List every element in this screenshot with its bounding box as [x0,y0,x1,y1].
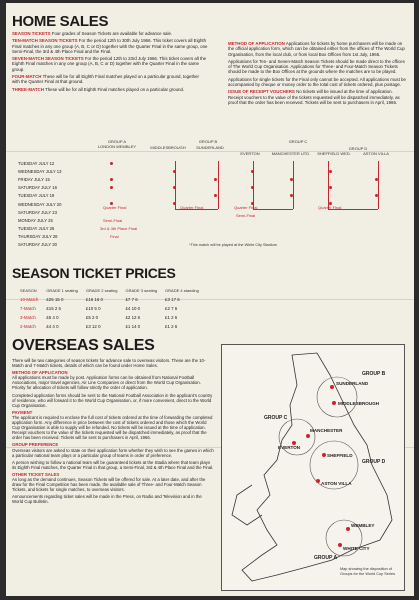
price-cell: £16 16 0 [85,297,103,302]
group-label: GROUP C [264,415,288,421]
venue-label: SHEFFIELD WED. [317,151,351,156]
price-cell: £5 2 0 [85,315,99,320]
city-marker [330,385,334,389]
paragraph-text: For the period 12th to 23rd July 1966. This ticket covers all the Eighth Final matches in any one group (A, B, C or D) together with the Quarter Final in the same group. [12,56,207,72]
price-cell: £6 4 0 [46,315,59,320]
paragraph [12,38,208,54]
table-row [16,313,203,322]
paragraph [12,87,208,92]
table-row [16,322,203,331]
price-header-row [16,286,203,295]
match-date: TUESDAY JULY 26 [18,225,55,231]
paragraph-text: No tickets will be issued at the time of application. Receipt vouchers to the value of the tickets requested will be dispatched immediately, as proof that the order has been received. Tickets will be sent to purchasers in April, 1966. [228,89,400,105]
match-date: TUESDAY JULY 19 [18,193,55,199]
paragraph-text: These will be for all Eighth Final matches played on a particular ground, together with the Quarter Final at that ground. [12,74,200,85]
column-header: SEASON [20,288,37,293]
bracket-line [253,209,293,210]
match-dot [214,178,217,181]
city-label: SHEFFIELD [327,453,353,458]
match-date: FRIDAY JULY 15 [18,177,50,183]
paragraph-text: Applications for Ten- and Seven-Match Season Tickets should be made direct to the offices of The World Cup Organisation. Applications for Three- and Four-Match Season Tickets should be made to the Box Offices at the grounds where the matches are to be played. [228,58,405,75]
subhead: FOUR-MATCH [12,74,42,80]
bracket-line [175,161,176,209]
group-header: GROUP D [348,146,368,151]
paragraph: There will be two categories of season tickets for advance sale to overseas visitors. These are the 10-Match and 7-Match tickets, details of which can be found under Home Sales. [12,358,206,369]
paragraph [12,56,208,72]
bracket-line [378,161,379,209]
match-dot [110,178,113,181]
subhead: THREE-MATCH [12,86,44,92]
wales-coast [232,485,262,525]
quarter-final-label: Quarter Final [318,205,342,210]
venue-label: MANCHESTER UTD. [271,151,311,156]
city-label: MANCHESTER [310,428,343,433]
subhead: ISSUE OF RECEIPT VOUCHERS [228,89,295,95]
quarter-final-label: Quarter Final [234,205,258,210]
city-marker [306,434,310,438]
paragraph [12,31,208,36]
city-label: SUNDERLAND [336,381,369,386]
city-marker [346,527,350,531]
row-label: 3-Match [20,315,36,320]
match-dot [110,162,113,165]
price-cell: £4 10 0 [125,306,141,311]
group-header: GROUP B [198,139,218,144]
bracket-line [218,161,219,209]
city-label: WHITE CITY [343,546,370,551]
price-cell: £10 5 0 [85,306,101,311]
paragraph [228,59,408,75]
match-date: MONDAY JULY 25 [18,217,53,223]
price-cell: £3 17 6 [165,297,180,302]
subhead: SEVEN-MATCH SEASON TICKETS [12,56,84,62]
paragraph [228,89,408,105]
match-date: SATURDAY JULY 23 [18,209,57,215]
paragraph: Announcements regarding ticket sales will be made in the Press, on Radio and Television and in the World Cup Bulletin. [12,494,202,505]
paragraph [228,77,408,88]
quarter-final-label: Quarter Final [180,205,204,210]
subhead: METHOD OF APPLICATION [12,370,68,376]
table-row [16,295,203,304]
match-dot [329,186,332,189]
semi-final-label: Semi-Final [103,218,123,223]
venue-label: SUNDERLAND [196,145,224,150]
group-label: GROUP B [362,371,386,377]
quarter-final-label: Quarter Final [103,205,127,210]
group-label: GROUP D [362,459,386,465]
subhead: METHOD OF APPLICATION [228,41,285,46]
bracket-line [328,161,329,209]
column-header: GRADE 1 seating [46,288,78,293]
price-cell: £3 12 0 [85,324,101,329]
subhead: OTHER TICKET SALES [12,471,60,477]
home-sales-right-column [228,41,408,107]
venue-label: MIDDLESBROUGH [150,145,186,150]
poster-page [6,3,414,596]
map-drawing [222,345,404,590]
paragraph: A person wishing to follow a national team will be guaranteed tickets at the Stadia where that team plays its Eighth Final matches, the Quarter Final in that group, a Semi-Final, 3rd & 4th Place Final and the Final. [12,459,214,470]
city-marker [316,479,320,483]
subhead: TEN-MATCH SEASON TICKETS [12,38,78,44]
column-header: GRADE 2 seating [85,288,118,293]
overseas-column [12,358,214,506]
city-label: WEMBLEY [351,523,375,528]
row-label: 2-Match [20,324,36,329]
match-date: SATURDAY JULY 30 [18,242,57,247]
paragraph-text: These will be for all Eighth Final matches played on a particular ground. [45,86,185,92]
group-header: GROUP A LONDON WEMBLEY [97,139,137,149]
match-date: SATURDAY JULY 16 [18,185,57,191]
match-dot [329,170,332,173]
city-label: ASTON VILLA [321,481,352,486]
paragraph-text: Applications for tickets by home purchasers will be made on the official application form, which can be obtained either from the offices of The World Cup Organisation, from the local club, or from local Box Offices from 1st July, 1965. [228,41,405,57]
paragraph: GROUP PREFERENCE Overseas visitors are asked to state on their application form whether they wish to see the games in which a particular national team plays or a particular group of teams in order of preference. [12,442,214,458]
match-date: THURSDAY JULY 28 [18,233,58,239]
overseas-sales-title: OVERSEAS SALES [12,337,155,354]
price-cell: £1 2 6 [165,324,178,329]
subhead: GROUP PREFERENCE [12,442,59,448]
price-cell: £4 4 0 [46,324,59,329]
table-row [16,304,203,313]
column-header: GRADE 3 seating [125,288,158,293]
england-map [221,344,405,591]
price-cell: £25 15 0 [46,297,64,302]
paragraph: Completed application forms should be sent to the National Football Association in the applicant's country of residence, who will forward it to the World Cup Organisation, or, if more convenient, direct to the World Cup Organisation. [12,392,213,408]
city-marker [332,401,336,405]
home-sales-left-column [12,31,208,94]
column-header: GRADE 4 standing [165,288,199,293]
group-header: GROUP C [288,139,308,144]
row-label: 7-Match [20,306,36,311]
city-marker [338,543,342,547]
schedule-footnote: *This match will be played at the White City Stadium [189,243,277,247]
match-date: TUESDAY JULY 12 [18,161,55,166]
paragraph-text: For the period 12th to 30th July 1966. This ticket covers all Eighth Final matches in any one group (A, B, C or D) together with the Quarter Final in the same group, one Semi-Final, the 3rd & 4th Place Final and the Final. [12,38,208,54]
bracket-line [293,161,294,209]
price-cell: £1 2 6 [165,315,178,320]
bracket-line [175,209,218,210]
venue-label: ASTON VILLA [363,151,389,156]
semi-final-label: Semi-Final [236,213,256,218]
match-date: WEDNESDAY JULY 13 [18,169,62,175]
paragraph-text: Four grades of Season Tickets are available for advance sale. [51,31,173,36]
paragraph: METHOD OF APPLICATION All applications must be made by post. Application forms can be obtained from National Football Associations, major travel agencies, Air Line Companies or direct from the World Cup Organisation. Priority for allocation of tickets will follow strictly the order of application. [12,370,214,390]
paragraph-text: Applications for single tickets for the Final only cannot be accepted. All applications must be accompanied by cheque or money order to the total cost of tickets ordered, plus postage. [228,76,406,88]
third-place-label: 3rd & 4th Place Final [100,226,138,231]
price-cell: £7 7 6 [125,297,138,302]
price-table [16,286,203,331]
paragraph: OTHER TICKET SALES As long as the demand continues, Season Tickets will be offered for sale. At a later date, and after the draw for the Final Competition has been made, the available sale of Three- and Four-Match Season Tickets, and tickets for single matches, to overseas visitors. [12,472,214,492]
city-marker [322,453,326,457]
row-label: 10-Match [20,297,39,302]
season-ticket-prices-title: SEASON TICKET PRICES [12,265,176,281]
map-caption: Map showing the disposition of Groups for the World Cup Series [340,567,396,576]
price-cell: £2 7 6 [165,306,178,311]
city-label: MIDDLESBROUGH [338,401,380,406]
paragraph [12,74,208,85]
match-dot [110,186,113,189]
subhead: SEASON TICKETS [12,31,51,36]
match-dot [214,194,217,197]
home-sales-title: HOME SALES [12,13,109,30]
bracket-line [253,161,254,209]
paragraph: PAYMENT The applicant is required to enclose the full cost of tickets ordered at the time of forwarding the completed application form. Any difference in price between the cost of tickets ordered and those which the World Cup Organisation is able to supply will be refunded. No tickets will be issued at the time of application. Receipt vouchers to the value of the tickets requested will be dispatched immediately, as proof that the order has been received. Tickets will be sent to purchasers in April, 1966. [12,409,213,441]
bracket-line [328,209,378,210]
price-cell: £2 12 6 [125,315,141,320]
subhead: PAYMENT [12,409,33,415]
city-label: EVERTON [278,445,301,450]
group-label: GROUP A [314,555,338,561]
venue-label: EVERTON [240,151,260,156]
match-date: WEDNESDAY JULY 20 [18,201,62,207]
price-cell: £1 14 0 [125,324,141,329]
paragraph [228,41,408,57]
final-label: Final [110,234,119,239]
price-cell: £15 2 6 [46,306,61,311]
